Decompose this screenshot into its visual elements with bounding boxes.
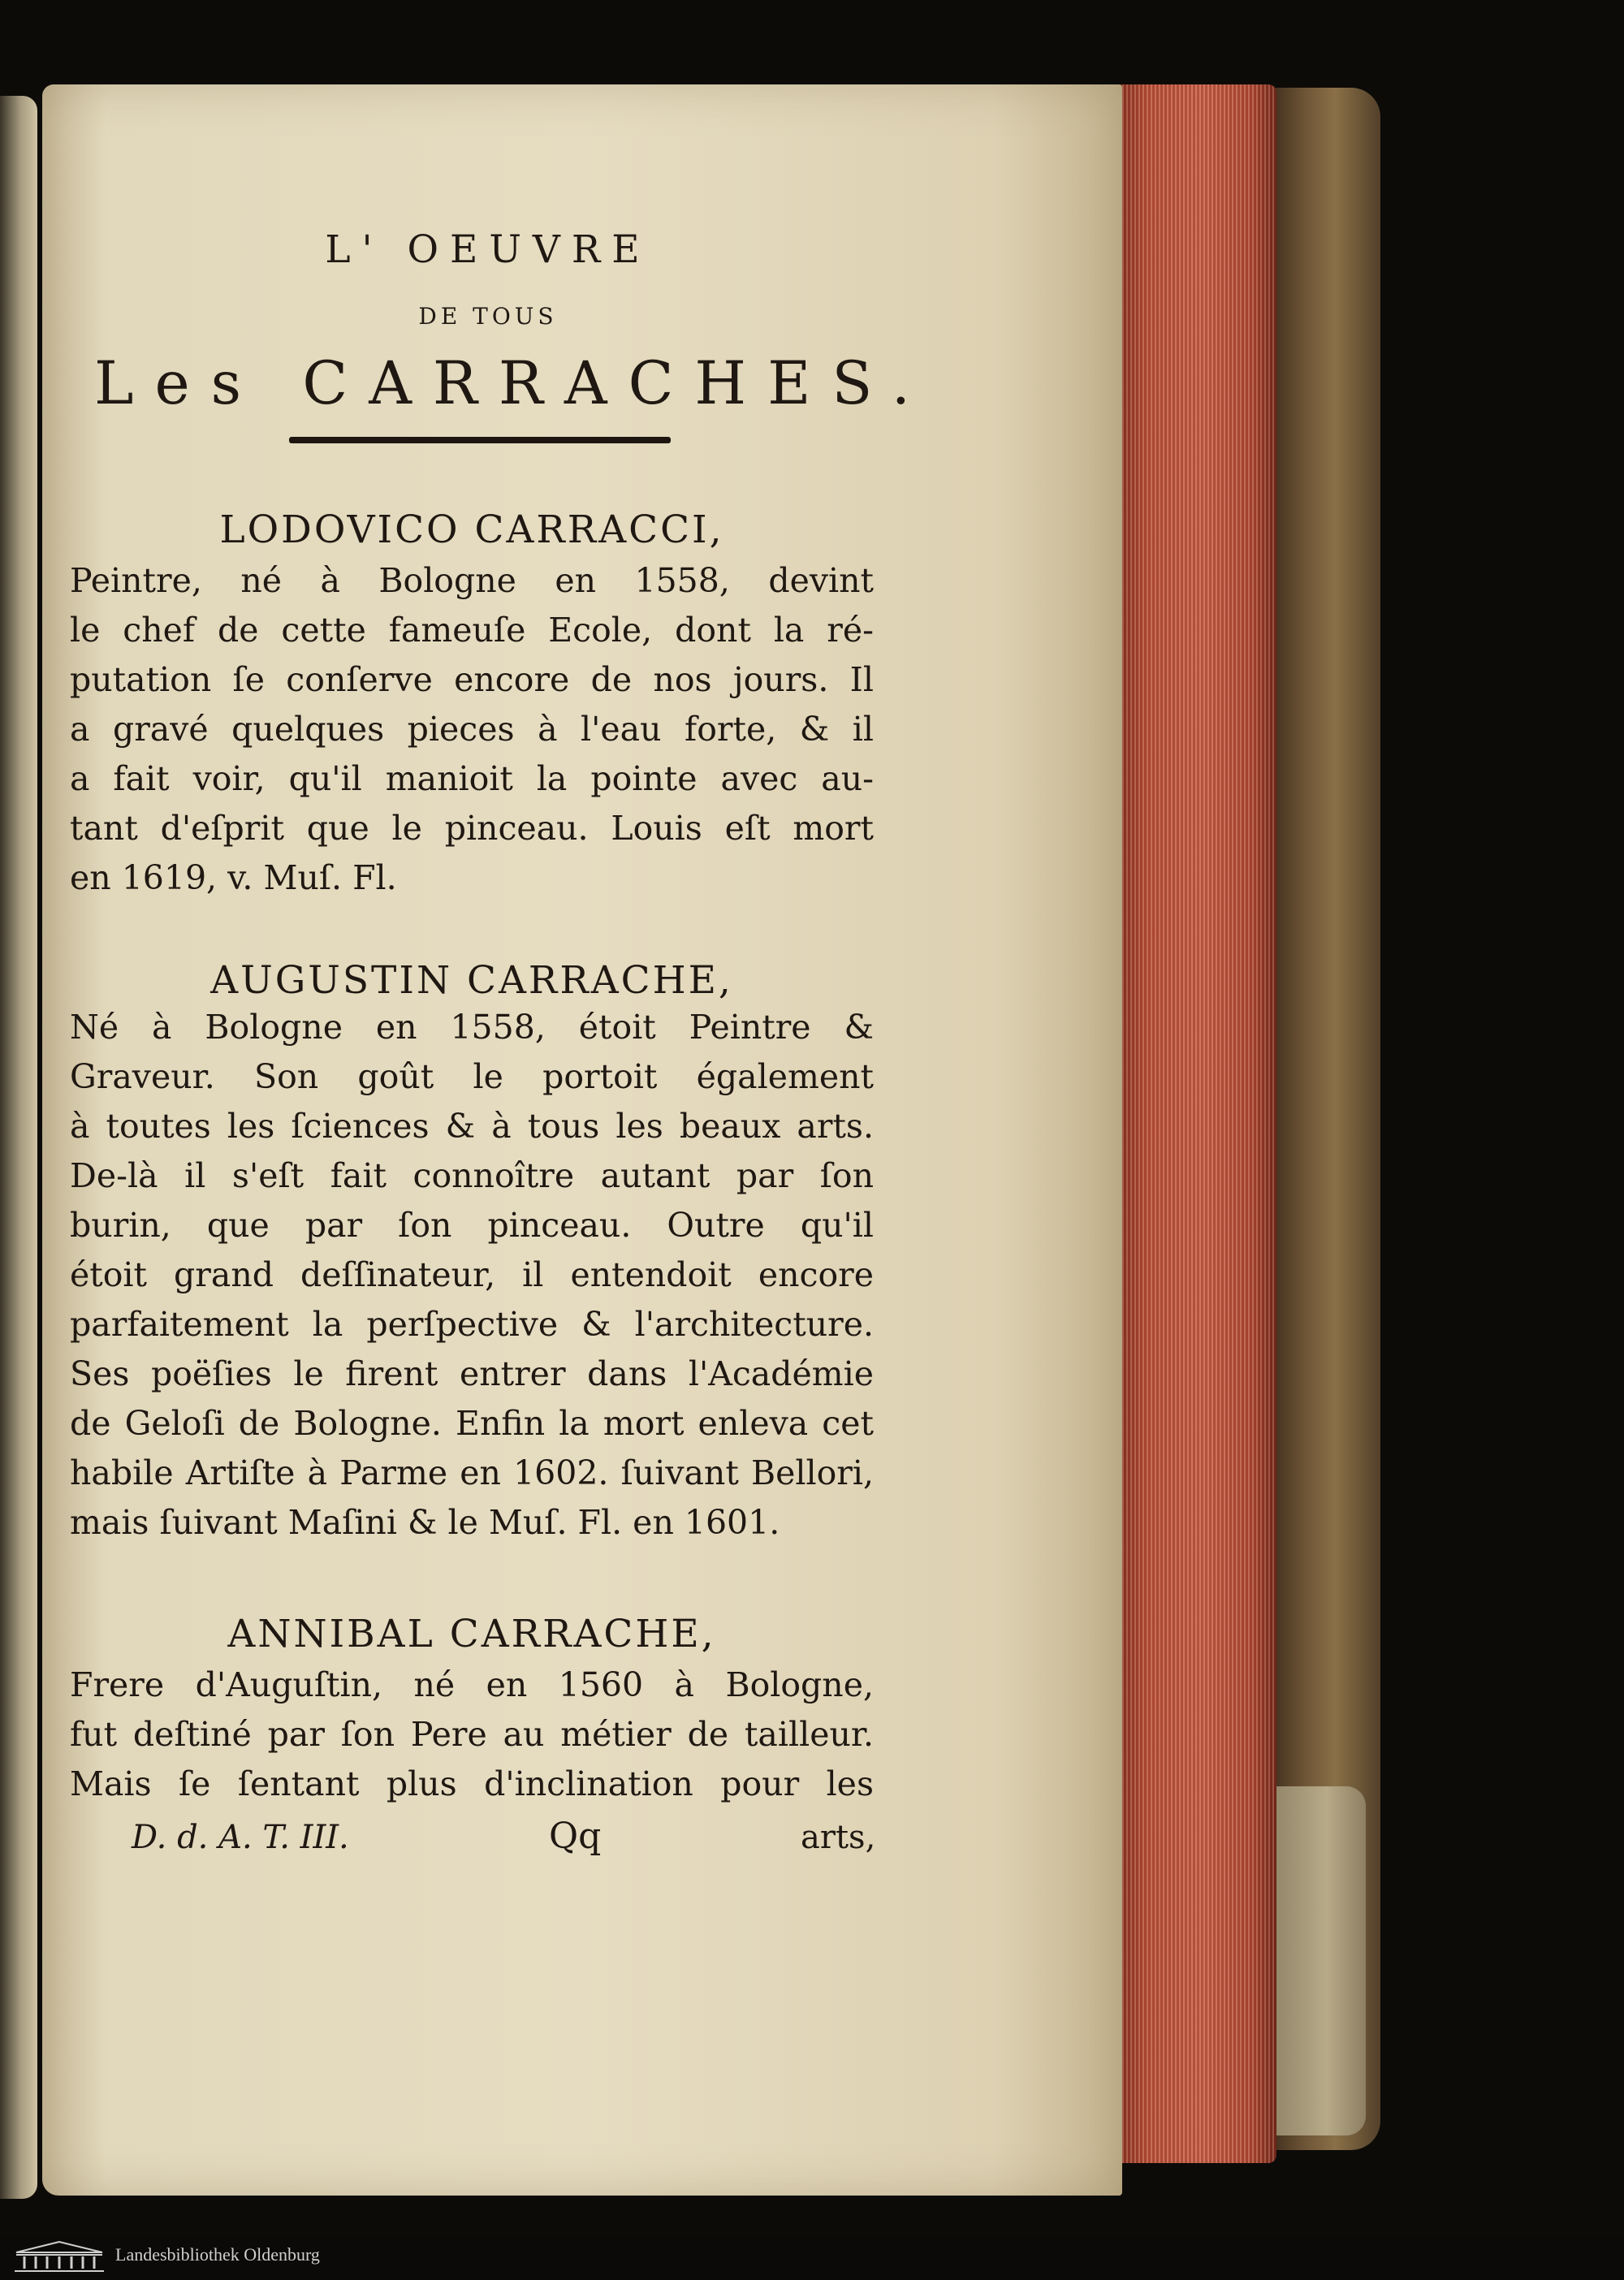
- text-line: a gravé quelques pieces à l'eau forte, & il: [70, 710, 874, 749]
- text-line: tant d'eſprit que le pinceau. Louis eſt mort: [70, 809, 874, 848]
- text-line: habile Artiſte à Parme en 1602. ſuivant Bellori,: [70, 1453, 874, 1492]
- binding-paper-patch: [1268, 1786, 1366, 2135]
- text-line: Né à Bologne en 1558, étoit Peintre &: [70, 1008, 874, 1047]
- text-line: étoit grand deſſinateur, il entendoit encore: [70, 1255, 874, 1294]
- text-line: parfaitement la perſpective & l'architecture.: [70, 1305, 874, 1344]
- text-line: en 1619, v. Muſ. Fl.: [70, 858, 397, 897]
- catchword: arts,: [801, 1819, 876, 1856]
- text-line: à toutes les ſciences & à tous les beaux arts.: [70, 1107, 874, 1146]
- text-line: Peintre, né à Bologne en 1558, devint: [70, 561, 874, 600]
- previous-page-edge: [0, 96, 37, 2199]
- title-line-carraches: Les CARRACHES.: [94, 349, 931, 418]
- entry-text-augustin: [70, 1003, 874, 1548]
- text-line: burin, que par ſon pinceau. Outre qu'il: [70, 1206, 874, 1245]
- text-line: Frere d'Auguſtin, né en 1560 à Bologne,: [70, 1665, 874, 1704]
- entry-heading-annibal: ANNIBAL CARRACHE,: [227, 1612, 716, 1656]
- entry-heading-augustin: AUGUSTIN CARRACHE,: [210, 958, 733, 1003]
- red-fore-edge: [1114, 84, 1276, 2163]
- text-line: de Geloſi de Bologne. Enfin la mort enleva cet: [70, 1404, 874, 1443]
- library-building-icon: [11, 2239, 107, 2274]
- entry-text-lodovico: [70, 556, 874, 903]
- text-line: le chef de cette fameuſe Ecole, dont la ré-: [70, 611, 874, 650]
- signature-mark: D. d. A. T. III.: [132, 1819, 349, 1856]
- text-line: De-là il s'eſt fait connoître autant par ſon: [70, 1156, 874, 1195]
- text-line: Mais ſe ſentant plus d'inclination pour les: [70, 1764, 874, 1803]
- quire-mark: Qq: [549, 1816, 602, 1857]
- entry-text-annibal: [70, 1660, 874, 1809]
- text-line: fut deſtiné par ſon Pere au métier de tailleur.: [70, 1715, 874, 1754]
- text-line: Ses poëſies le firent entrer dans l'Académie: [70, 1354, 874, 1393]
- text-line: Graveur. Son goût le portoit également: [70, 1057, 874, 1096]
- title-rule: [289, 437, 671, 443]
- library-name: Landesbibliothek Oldenburg: [115, 2244, 320, 2265]
- page-footer: [70, 1816, 882, 1868]
- entry-heading-lodovico: LODOVICO CARRACCI,: [219, 507, 724, 552]
- text-line: a fait voir, qu'il manioit la pointe avec au-: [70, 759, 874, 798]
- text-line: putation ſe conſerve encore de nos jours. Il: [70, 660, 874, 699]
- text-line: mais ſuivant Maſini & le Muſ. Fl. en 1601.: [70, 1503, 780, 1542]
- title-line-oeuvre: L' OEUVRE: [325, 227, 651, 272]
- title-line-de-tous: DE TOUS: [418, 303, 558, 330]
